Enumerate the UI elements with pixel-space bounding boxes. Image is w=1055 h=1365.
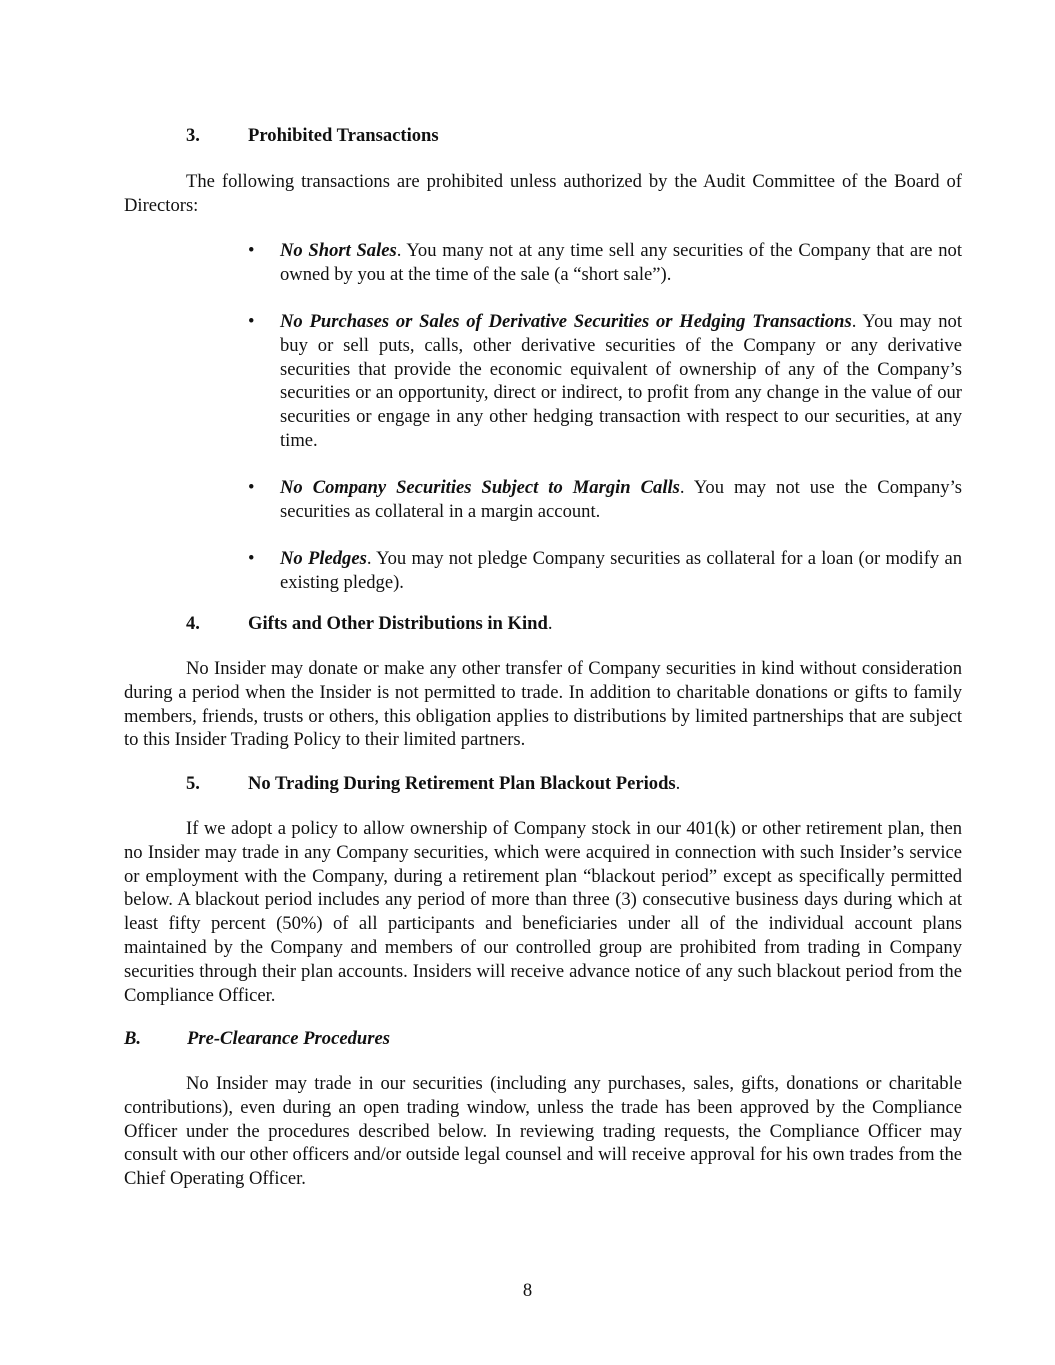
- section-5-body: [124, 817, 962, 1007]
- list-item-lead-punct: .: [851, 311, 857, 333]
- list-item-text: You may not pledge Company securities as collateral for a loan (or modify an existing pledge).: [280, 548, 962, 594]
- section-5-number: 5.: [186, 773, 200, 794]
- section-3-heading: [186, 124, 439, 148]
- page-number: 8: [522, 1280, 533, 1301]
- list-item: [248, 476, 962, 524]
- section-4-body-text: No Insider may donate or make any other transfer of Company securities in kind without consideration during a period when the Insider is not permitted to trade. In addition to charitable donations or gifts to family members, friends, trusts or others, this obligation applies to distributions by limited partnerships that are subject to this Insider Trading Policy to their limited partners.: [124, 658, 962, 751]
- list-item-text: You may not use the Company’s securities as collateral in a margin account.: [280, 477, 963, 523]
- list-item: [248, 547, 962, 595]
- list-item-lead: No Purchases or Sales of Derivative Securities or Hedging Transactions: [280, 311, 852, 333]
- section-b-heading: [124, 1027, 390, 1051]
- section-b-body-text: No Insider may trade in our securities (including any purchases, sales, gifts, donations or charitable contributions), even during an open trading window, unless the trade has been approved by the Compliance Officer under the procedures described below. In reviewing trading requests, the Compliance Officer may consult with our other officers and/or outside legal counsel and will receive approval for his own trades from the Chief Operating Officer.: [124, 1073, 962, 1190]
- section-4-title: Gifts and Other Distributions in Kind: [248, 613, 548, 634]
- section-3-number: 3.: [186, 125, 200, 146]
- section-b-title: Pre-Clearance Procedures: [187, 1028, 390, 1049]
- section-3-title: Prohibited Transactions: [248, 125, 439, 146]
- section-4-title-punct: .: [547, 613, 553, 634]
- section-5-title-punct: .: [675, 773, 681, 794]
- section-3-intro: [124, 170, 962, 218]
- section-3-intro-text: The following transactions are prohibited unless authorized by the Audit Committee of the Board of Directors:: [124, 171, 962, 216]
- section-b-body: [124, 1072, 962, 1191]
- bullet-icon: •: [248, 311, 255, 333]
- bullet-icon: •: [248, 477, 255, 499]
- section-5-body-text: If we adopt a policy to allow ownership of Company stock in our 401(k) or other retirement plan, then no Insider may trade in any Company securities, which were acquired in connection with such Insider’s service or employment with the Company, during a retirement plan “blackout period” except as specifically permitted below. A blackout period includes any period of more than three (3) consecutive business days during which at least fifty percent (50%) of all participants and beneficiaries under all of the individual account plans maintained by the Company and members of our controlled group are prohibited from trading in Company securities through their plan accounts. Insiders will receive advance notice of any such blackout period from the Compliance Officer.: [124, 818, 962, 1006]
- bullet-icon: •: [248, 548, 255, 570]
- list-item-lead-punct: .: [366, 548, 372, 570]
- list-item-lead: No Short Sales: [280, 240, 397, 261]
- list-item: [248, 239, 962, 287]
- section-4-heading: [186, 612, 552, 636]
- section-4-number: 4.: [186, 613, 200, 634]
- section-5-heading: [186, 772, 680, 796]
- list-item-lead: No Pledges: [280, 548, 367, 570]
- list-item-lead-punct: .: [396, 240, 402, 261]
- list-item-text: You may not buy or sell puts, calls, other derivative securities of the Company or any derivative securities that provide the economic equivalent of ownership of any of the Company’s securities or an opportunity, direct or indirect, to profit from any change in the value of our securities or engage in any other hedging transaction with respect to our securities, at any time.: [280, 311, 963, 452]
- bullet-icon: •: [248, 240, 255, 261]
- section-4-body: [124, 657, 962, 752]
- prohibited-transactions-list: [248, 239, 962, 619]
- section-b-letter: B.: [124, 1028, 142, 1049]
- list-item: [248, 310, 962, 453]
- list-item-lead: No Company Securities Subject to Margin Calls: [280, 477, 680, 499]
- section-5-title: No Trading During Retirement Plan Blackout Periods: [248, 773, 676, 794]
- list-item-text: You many not at any time sell any securities of the Company that are not owned by you at the time of the sale (a “short sale”).: [280, 240, 962, 285]
- list-item-lead-punct: .: [679, 477, 685, 499]
